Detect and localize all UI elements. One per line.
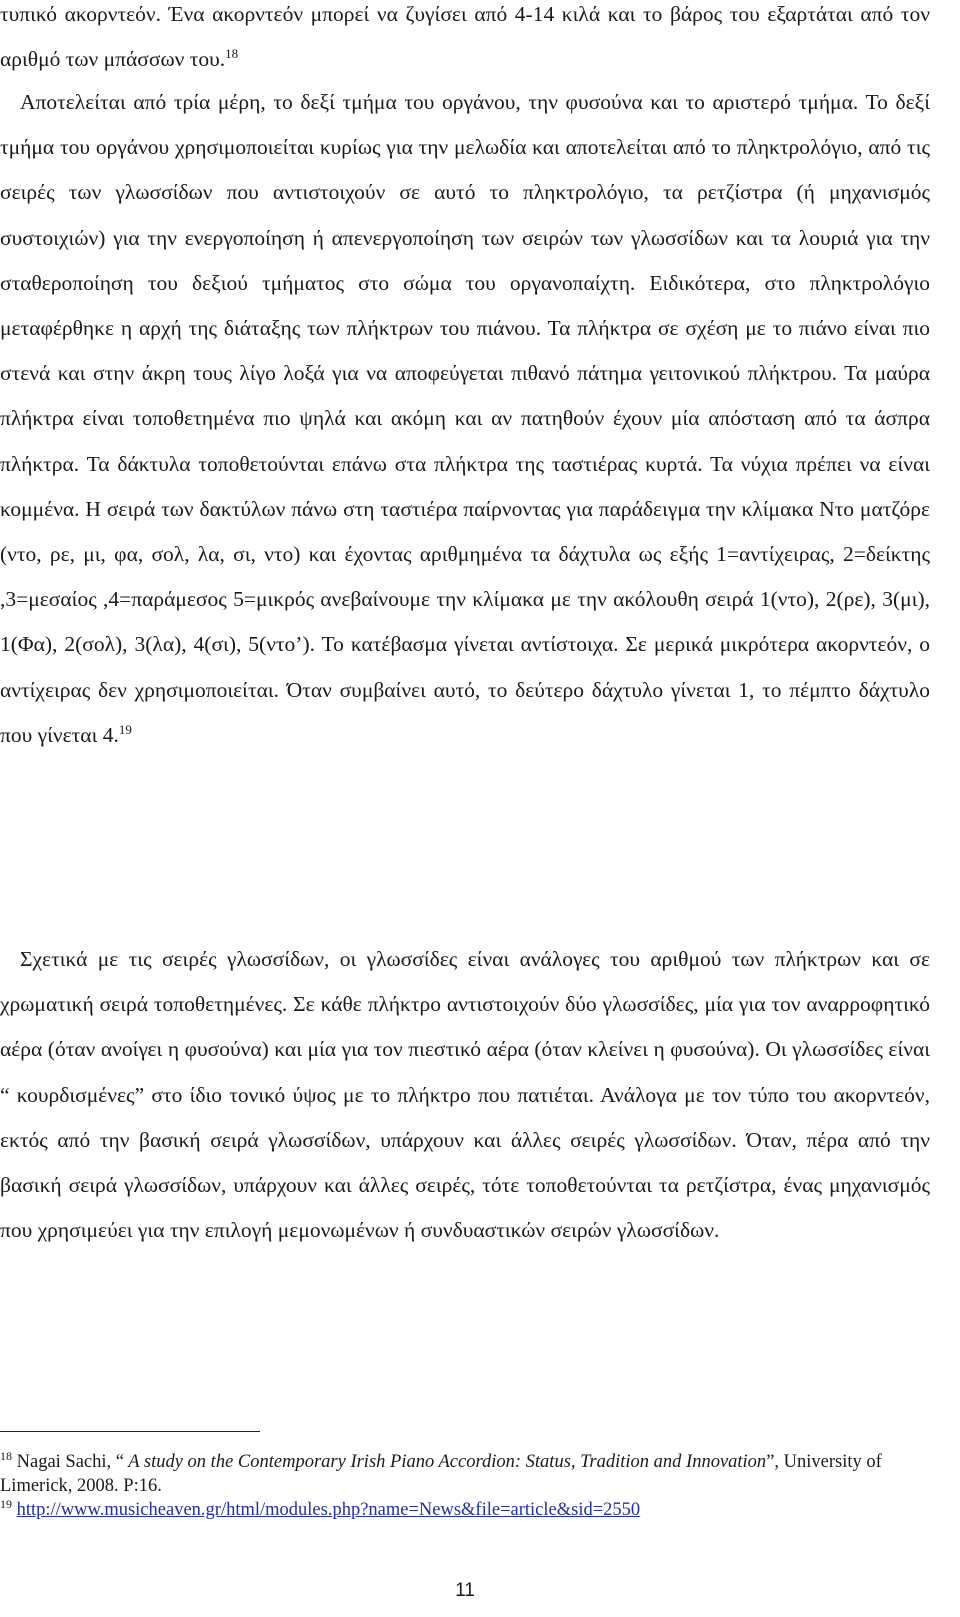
footnote-number: 19	[0, 1496, 12, 1511]
footnote-title: A study on the Contemporary Irish Piano Accordion: Status, Tradition and Innovation	[124, 1452, 767, 1472]
page-number: 11	[455, 1580, 475, 1601]
footnote-ref-18[interactable]: 18	[225, 46, 239, 62]
footnote-ref-19[interactable]: 19	[118, 721, 132, 737]
body-paragraph-2	[0, 80, 930, 758]
footnote-18	[0, 1450, 935, 1498]
footnote-author: Nagai Sachi,	[16, 1452, 116, 1472]
body-paragraph-3	[0, 937, 930, 1253]
footnote-rest: ”, University of Limerick, 2008. P:16.	[0, 1452, 882, 1496]
footnote-open-quote: “	[115, 1452, 124, 1472]
paragraph-text: Σχετικά με τις σειρές γλωσσίδων, οι γλωσσίδες είναι ανάλογες του αριθμού των πλήκτρων και σε χρωματική σειρά τοποθετημένες. Σε κάθε πλήκτρο αντιστοιχούν δύο γλωσσίδες, μία για τον αναρροφητικό αέρα (όταν ανοίγει η φυσούνα) και μία για τον πιεστικό αέρα (όταν κλείνει η φυσούνα). Οι γλωσσίδες είναι “ κουρδισμένες” στο ίδιο τονικό ύψος με το πλήκτρο που πατιέται. Ανάλογα με τον τύπο του ακορντεόν, εκτός από την βασική σειρά γλωσσίδων, υπάρχουν και άλλες σειρές γλωσσίδων. Όταν, πέρα από την βασική σειρά γλωσσίδων, υπάρχουν και άλλες σειρές, τότε τοποθετούνται τα ρετζίστρα, ένας μηχανισμός που χρησιμεύει για την επιλογή μεμονωμένων ή συνδυαστικών σειρών γλωσσίδων.	[0, 947, 930, 1243]
footnote-link[interactable]: http://www.musicheaven.gr/html/modules.php?name=News&file=article&sid=2550	[16, 1500, 641, 1520]
body-paragraph-1	[0, 0, 930, 82]
footnote-number: 18	[0, 1448, 12, 1463]
footnote-separator	[0, 1431, 260, 1432]
paragraph-text: Αποτελείται από τρία μέρη, το δεξί τμήμα του οργάνου, την φυσούνα και το αριστερό τμήμα. Το δεξί τμήμα του οργάνου χρησιμοποιείται κυρίως για την μελωδία και αποτελείται από το πληκτρολόγιο, από τις σειρές των γλωσσίδων που αντιστοιχούν σε αυτό το πληκτρολόγιο, τα ρετζίστρα (ή μηχανισμός συστοιχιών) για την ενεργοποίηση ή απενεργοποίηση των σειρών των γλωσσίδων και τα λουριά για την σταθεροποίηση του δεξιού τμήματος στο σώμα του οργανοπαίχτη. Ειδικότερα, στο πληκτρολόγιο μεταφέρθηκε η αρχή της διάταξης των πλήκτρων του πιάνου. Τα πλήκτρα σε σχέση με το πιάνο είναι πιο στενά και στην άκρη τους λίγο λοξά για να αποφεύγεται πιθανό πάτημα γειτονικού πλήκτρου. Τα μαύρα πλήκτρα είναι τοποθετημένα πιο ψηλά και ακόμη και αν πατηθούν έχουν μία απόσταση από τα άσπρα πλήκτρα. Τα δάκτυλα τοποθετούνται επάνω στα πλήκτρα της ταστιέρας κυρτά. Τα νύχια πρέπει να είναι κομμένα. Η σειρά των δακτύλων πάνω στη ταστιέρα παίρνοντας για παράδειγμα την κλίμακα Ντο ματζόρε (ντο, ρε, μι, φα, σολ, λα, σι, ντο) και έχοντας αριθμημένα τα δάχτυλα ως εξής 1=αντίχειρας, 2=δείκτης ,3=μεσαίος ,4=παράμεσος 5=μικρός ανεβαίνουμε την κλίμακα με την ακόλουθη σειρά 1(ντο), 2(ρε), 3(μι), 1(Φα), 2(σολ), 3(λα), 4(σι), 5(ντο’). Το κατέβασμα γίνεται αντίστοιχα. Σε μερικά μικρότερα ακορντεόν, ο αντίχειρας δεν χρησιμοποιείται. Όταν συμβαίνει αυτό, το δεύτερο δάχτυλο γίνεται 1, το πέμπτο δάχτυλο που γίνεται 4.	[0, 90, 930, 747]
paragraph-text: τυπικό ακορντεόν. Ένα ακορντεόν μπορεί να ζυγίσει από 4-14 κιλά και το βάρος του εξαρτάται από τον αριθμό των μπάσσων του.	[0, 2, 930, 72]
footnote-19	[0, 1498, 935, 1522]
